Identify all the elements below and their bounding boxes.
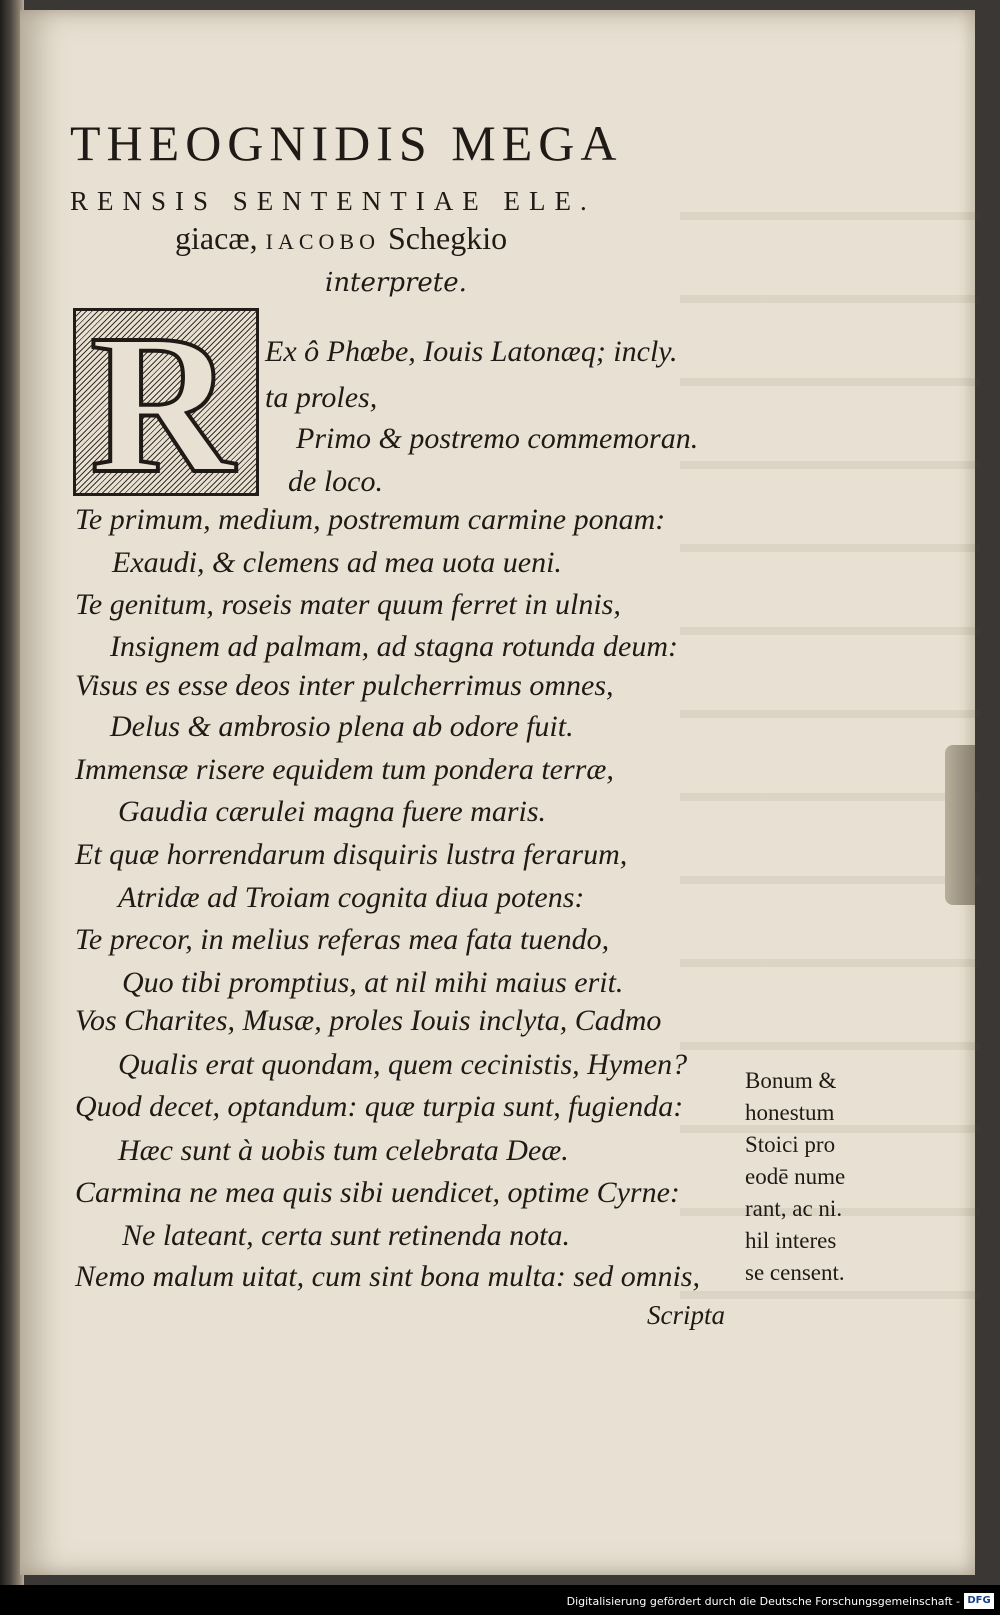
margin-note-line: Stoici pro bbox=[745, 1132, 836, 1157]
verse-line: Hæc sunt à uobis tum celebrata Deæ. bbox=[118, 1134, 569, 1167]
verse-line: Delus & ambrosio plena ab odore fuit. bbox=[110, 710, 574, 743]
verse-line: Atridæ ad Troiam cognita diua potens: bbox=[118, 881, 585, 914]
verse-line: Insignem ad palmam, ad stagna rotunda deum: bbox=[110, 630, 679, 663]
verse-line: Qualis erat quondam, quem cecinistis, Hymen? bbox=[118, 1048, 688, 1081]
verse-line: Carmina ne mea quis sibi uendicet, optime Cyrne: bbox=[75, 1176, 680, 1209]
verse-line: Ne lateant, certa sunt retinenda nota. bbox=[122, 1219, 570, 1252]
page-title: THEOGNIDIS MEGA bbox=[70, 115, 623, 171]
footer-bar bbox=[0, 1585, 1000, 1615]
margin-note-line: honestum bbox=[745, 1100, 835, 1125]
verse-line: Visus es esse deos inter pulcherrimus omnes, bbox=[75, 669, 614, 702]
verse-line: Gaudia cærulei magna fuere maris. bbox=[118, 795, 547, 828]
subtitle-line-1: RENSIS SENTENTIAE ELE. bbox=[70, 186, 596, 216]
subtitle-line-3: interprete. bbox=[325, 268, 467, 298]
verse-line: Primo & postremo commemoran. bbox=[296, 422, 699, 455]
verse-line: Quo tibi promptius, at nil mihi maius erit. bbox=[122, 966, 624, 999]
catchword: Scripta bbox=[647, 1300, 725, 1330]
verse-line: Nemo malum uitat, cum sint bona multa: sed omnis, bbox=[75, 1260, 700, 1293]
verse-line: de loco. bbox=[288, 465, 383, 498]
verse-line: Te primum, medium, postremum carmine ponam: bbox=[75, 503, 666, 536]
verse-line: Immensæ risere equidem tum pondera terræ, bbox=[75, 753, 614, 786]
dfg-logo: DFG bbox=[964, 1593, 994, 1609]
margin-note-line: eodē nume bbox=[745, 1164, 846, 1189]
page-clip bbox=[945, 745, 975, 905]
verse-line: Te genitum, roseis mater quum ferret in ulnis, bbox=[75, 588, 621, 621]
margin-note-line: rant, ac ni. bbox=[745, 1196, 843, 1221]
verse-line: Te precor, in melius referas mea fata tuendo, bbox=[75, 923, 610, 956]
subtitle-line-2-caps: IACOBO bbox=[265, 229, 380, 254]
verse-line: Exaudi, & clemens ad mea uota ueni. bbox=[112, 546, 562, 579]
subtitle-line-2-post: Schegkio bbox=[387, 220, 508, 256]
margin-note-line: se censent. bbox=[745, 1260, 845, 1285]
verse-line: Quod decet, optandum: quæ turpia sunt, fugienda: bbox=[75, 1090, 684, 1123]
margin-note-line: hil interes bbox=[745, 1228, 837, 1253]
margin-note bbox=[745, 1065, 845, 1289]
verse-line: Ex ô Phœbe, Iouis Latonæq; incly. bbox=[265, 335, 678, 368]
initial-letter: R bbox=[90, 294, 235, 515]
margin-note-line: Bonum & bbox=[745, 1068, 837, 1093]
verse-line: Vos Charites, Musæ, proles Iouis inclyta, Cadmo bbox=[75, 1004, 662, 1037]
subtitle-line-2 bbox=[175, 220, 507, 257]
subtitle-line-2-pre: giacæ, bbox=[175, 220, 258, 256]
ornamental-initial bbox=[73, 294, 259, 515]
verse-line: ta proles, bbox=[265, 381, 378, 414]
funding-credit: Digitalisierung gefördert durch die Deutsche Forschungsgemeinschaft - bbox=[566, 1595, 960, 1608]
verse-line: Et quæ horrendarum disquiris lustra ferarum, bbox=[75, 838, 628, 871]
